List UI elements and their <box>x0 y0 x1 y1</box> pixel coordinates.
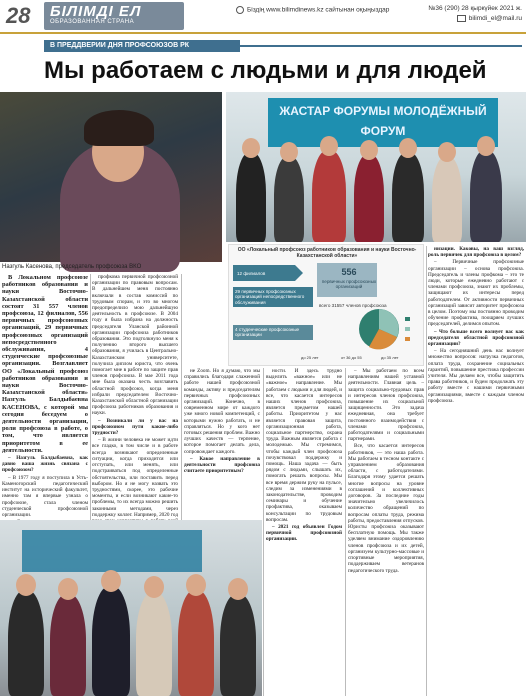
box-primary-direct: 29 первичных профсоюзных организаций непосредственного обслуживания <box>233 287 313 307</box>
column-3 <box>184 368 260 520</box>
newspaper-logo <box>44 2 184 30</box>
column-divider <box>426 246 427 696</box>
person-figure <box>392 152 424 242</box>
rubric: В ПРЕДДВЕРИИ ДНЯ ПРОФСОЮЗОВ РК <box>44 40 240 52</box>
person-figure <box>92 586 130 696</box>
page-title: Мы работаем с людьми и для людей <box>44 57 487 84</box>
person-figure <box>136 592 172 696</box>
brand-subtitle: ОБРАЗОВАННАЯ СТРАНА <box>50 19 135 25</box>
question: – Возникали ли у вас на профсоюзном пути какие-либо трудности? <box>92 417 178 437</box>
person-face <box>58 578 78 600</box>
total-label: первичных профсоюзных организаций <box>321 279 377 290</box>
issue-info <box>382 4 522 24</box>
lead-paragraph: В Локальном профсоюзе работников образования и науки Восточно-Казахстанской области состоят 31 557 членов профсоюза, 12 филиалов, 556 первичных профсоюзных организаций, 29 первичных профсоюзных организаций непосредственного обслуживания, 4 студенческие профсоюзные организации. Возглавляет ОО «Локальный профсоюз работников образования и науки Восточно-Казахстанской области» Назгуль Балдыбаевна КАСЕНОВА, с которой мы сегодня беседуем о деятельности организации, роли профсоюза в работе, о том, что является приоритетом в ее деятельности. <box>2 274 88 454</box>
question: – Назгуль Балдыбаевна, как давно ваша жизнь связана с профсоюзом? <box>2 455 88 474</box>
column-4 <box>266 368 342 696</box>
person-face <box>477 136 495 156</box>
person-face <box>228 578 248 600</box>
person-figure <box>432 156 462 242</box>
person-figure <box>274 156 304 242</box>
site-text: Біздің www.bilimdinews.kz сайтынан оқыңыздар <box>247 6 390 14</box>
total-number: 556 <box>341 267 357 277</box>
person-face <box>16 574 36 596</box>
members-label: всего 31557 членов профсоюза <box>319 303 387 308</box>
column-1 <box>2 274 88 520</box>
person-figure <box>50 594 86 696</box>
answer: Все, что касается интересов работников, — это наша работа. Мы работаем в тесном контакте с управлением образования области, с работодателями. Благодаря этому удается решать многие вопросы на уровне соглашений и коллективных договоров. За последние годы значительно увеличилось количество обращений по вопросам оплаты труда, режима работы, предоставления отпусков. Юристы профсоюза оказывают бесплатную помощь. Мы также уделяем внимание оздоровлению членов профсоюза и их детей, организуем культурно-массовые и спортивные мероприятия, поддерживаем ветеранов педагогического труда. <box>348 443 424 574</box>
answer: – В 1977 году я поступила в Усть-Каменогорский педагогический институт на исторический факультет, именно там я впервые узнала о профсоюзе, стала членом студенческой профсоюзной организации. <box>2 474 88 518</box>
rubric-divider <box>240 45 522 47</box>
column-divider <box>345 368 346 696</box>
column-divider <box>181 274 182 520</box>
photo-caption: Назгуль Касенова, председатель профсоюза ВКО <box>2 264 142 270</box>
person-face <box>186 574 206 596</box>
answer: профкома первичной профсоюзной организации по правовым вопросам. В дальнейшем меня постоянно включали в состав комиссий по трудовым спорам, и это во многом предопределило мою дальнейшую деятельность в профсоюзе. В 2004 году я была избрана на должность председателя Уланской районной организации профсоюза работников образования. Это подтолкнуло меня к получению второго высшего образования, я училась в Центрально-Казахстанском университете, получила диплом юриста, что очень помогает мне в работе по защите прав членов профсоюза. В мае 2011 года мне была оказана честь возглавить областной профсоюз, когда меня избрали председателем Восточно-Казахстанской областной организации профсоюза работников образования и науки. <box>92 274 178 417</box>
person-figure <box>236 152 266 242</box>
column-6 <box>428 246 524 696</box>
person-face <box>360 140 378 160</box>
filials-label: 12 филиалов <box>237 271 266 276</box>
column-divider <box>90 274 91 520</box>
person-face <box>242 138 260 158</box>
answer: – В жизни человека не может идти все гладко, в том числе и в работе всегда возникают определенные ситуации, когда приходится или отступать, или менять, или подстраиваться под определенные обстоятельства, или поставить перед выбором. Но я не могу назвать это трудностями, скорее, это рабочие моменты, и если возникают какие-то проблемы, то их всегда можно решить законными методами, через поддержку коллег. Например, 2020 год <box>92 437 178 518</box>
person-face <box>280 142 298 162</box>
column-5 <box>348 368 424 696</box>
person-figure <box>470 150 502 242</box>
column-2 <box>92 274 178 520</box>
person-hair <box>84 110 154 146</box>
answer: – Мы работаем по всем направлениям нашей уставной деятельности. Главная цель – защита социально-трудовых прав и интересов членов профсоюза, повышение их социальной защищенности. Это задача ежедневная, она требует постоянного взаимодействия с членами профсоюза, работодателями и социальными партнерами. <box>348 368 424 443</box>
question: низации. Каковы, на ваш взгляд, роль первичек для профсоюза в целом? <box>428 246 524 259</box>
answer: – На сегодняшний день нас волнует множество вопросов: нагрузка педагогов, оплата труда, сохранение социальных гарантий, повышение престижа профессии учителя. Мы делаем все, чтобы защитить права работников, и будем продолжать эту работу вместе с нашими первичными организациями, вместе с каждым членом профсоюза. <box>428 348 524 404</box>
person-figure <box>312 150 346 242</box>
person-figure <box>178 590 214 696</box>
globe-icon <box>236 6 244 14</box>
group-photo <box>0 520 262 696</box>
mail-icon <box>457 15 466 22</box>
legend-swatch-3 <box>405 337 410 341</box>
page-number: 28 <box>6 3 31 28</box>
person-figure <box>220 594 256 696</box>
legend-swatch-2 <box>405 327 410 331</box>
legend-swatch-1 <box>405 317 410 321</box>
site-line <box>236 6 389 14</box>
question: – Какое направление в деятельности профсоюза считаете приоритетным? <box>184 455 260 475</box>
issue-number: №36 (290) 28 қыркүйек 2021 ж. <box>428 5 522 12</box>
forum-photo <box>226 92 526 242</box>
email-text: bilimdi_el@mail.ru <box>468 15 522 22</box>
legend-label-2: от 36 до 55 <box>341 355 362 360</box>
answer: не Zoom. Но я думаю, что мы справились благодаря слаженной работе нашей профсоюзной команды, активу и председателям первичных профсоюзных организаций. Конечно, в современном мире от каждого уже много новой компетенций, с которыми нужно работать, и не справляться. Но у кого нет готовых решения проблем. Важно лучших качеств — терпение, которое помогает делать дела, сопровождает каждого. <box>184 368 260 455</box>
infographic-title: ОО «Локальный профсоюз работников образования и науки Восточно-Казахстанской области» <box>237 247 417 259</box>
person-face <box>399 138 417 158</box>
backdrop-banner <box>22 530 202 572</box>
column-divider <box>263 368 264 696</box>
person-face <box>144 576 164 598</box>
person-figure <box>354 154 384 242</box>
brand-title: БІЛІМДІ ЕЛ <box>50 3 142 20</box>
box-student-orgs: 4 студенческие профсоюзные организации <box>233 325 313 340</box>
person-face <box>438 142 456 162</box>
legend-label-3: до 25 лет <box>301 355 319 360</box>
person-face <box>101 570 121 592</box>
question: – 2021 год объявлен Годом первичной профсоюзной организации. <box>266 524 342 543</box>
question: – Что больше всего волнует вас как председателя областной профсоюзной организации? <box>428 328 524 348</box>
forum-banner: ЖАСТАР ФОРУМЫ МОЛОДЁЖНЫЙ ФОРУМ <box>268 98 498 147</box>
legend-label-1: до 35 лет <box>381 355 399 360</box>
person-figure <box>8 590 44 696</box>
answer: ности. И здесь трудно выделить «важное» или не «важное» направление. Мы работаем с людьми и для людей, и все, что касается интересов наших членов профсоюза, является предметом нашей работы. Приоритетом у нас является правовая защита, организационная работа, социальное партнерство, охрана труда. Важным является работа с молодежью. Мы стремимся, чтобы каждый член профсоюза почувствовал поддержку и помощь. Наша задача — быть рядом с людьми, слышать их, помогать решать вопросы. Мы все время держим руку на пульсе, следим за изменениями в законодательстве, проводим семинары и обучение профактива, оказываем консультации по трудовым вопросам. <box>266 368 343 523</box>
portrait-photo <box>0 92 222 262</box>
infographic <box>228 244 424 366</box>
answer: – Первичные профсоюзные организации – основа профсоюза. Председатель и члены профкома – это те люди, которые ежедневно работают с членами профсоюза, знают их проблемы, защищают их интересы перед работодателем. От активности первичных организаций зависит авторитет профсоюза в целом. Поэтому мы постоянно проводим обучение профактива, поощряем лучших председателей, делимся опытом. <box>428 259 524 328</box>
person-face <box>320 136 338 156</box>
